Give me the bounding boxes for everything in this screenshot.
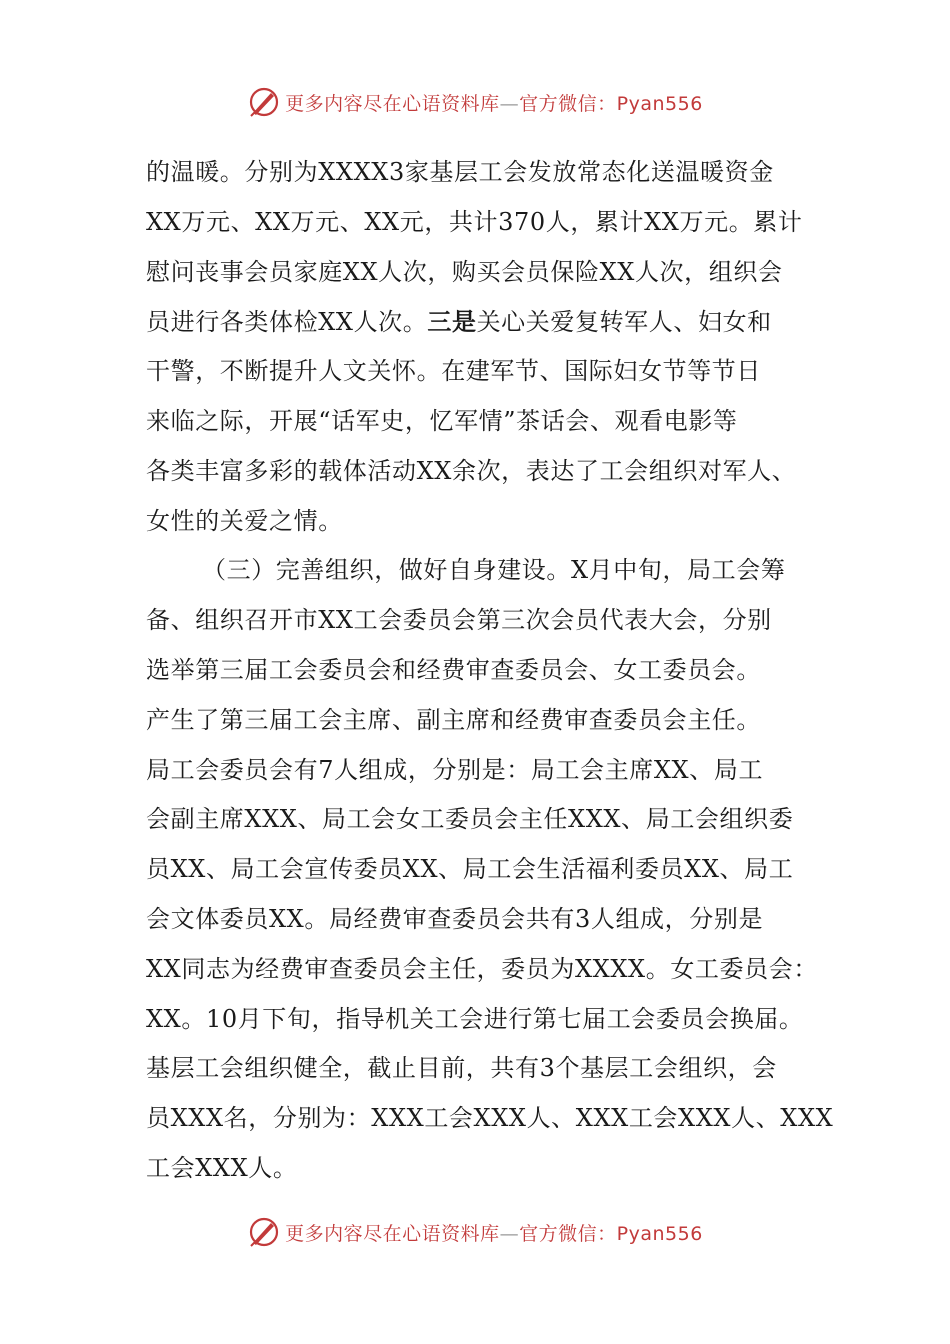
text-segment: 员进行各类体检XX人次。 xyxy=(146,308,428,337)
section-heading-line: （三）完善组织，做好自身建设。X月中旬，局工会筹 xyxy=(202,556,786,585)
text-line: 选举第三届工会委员会和经费审查委员会、女工委员会。 xyxy=(146,655,761,684)
text-line: 会副主席XXX、局工会女工委员会主任XXX、局工会组织委 xyxy=(146,805,794,834)
text-line: 会文体委员XX。局经费审查委员会共有3人组成，分别是 xyxy=(146,904,764,933)
header-banner-text xyxy=(285,89,703,116)
footer-banner-wechat: 官方微信：Pyan556 xyxy=(519,1222,703,1245)
header-banner-separator: — xyxy=(499,92,520,115)
text-line: 员XXX名，分别为：XXX工会XXX人、XXX工会XXX人、XXX xyxy=(146,1104,834,1133)
footer-banner-text xyxy=(285,1219,703,1246)
text-segment: 关心关爱复转军人、妇女和 xyxy=(476,308,772,337)
text-line: 产生了第三届工会主席、副主席和经费审查委员会主任。 xyxy=(146,705,761,734)
footer-banner xyxy=(0,1212,950,1252)
text-line: 来临之际，开展“话军史，忆军情”茶话会、观看电影等 xyxy=(146,406,738,435)
bold-keyword: 三是 xyxy=(427,307,477,337)
header-banner-title: 更多内容尽在心语资料库 xyxy=(285,92,500,115)
text-line: 备、组织召开市XX工会委员会第三次会员代表大会，分别 xyxy=(146,606,772,635)
text-line: 的温暖。分别为XXXX3家基层工会发放常态化送温暖资金 xyxy=(146,158,774,186)
text-line: 员XX、局工会宣传委员XX、局工会生活福利委员XX、局工 xyxy=(146,855,794,884)
header-banner xyxy=(0,82,950,122)
text-line: 干警，不断提升人文关怀。在建军节、国际妇女节等节日 xyxy=(146,357,761,386)
text-line: 慰问丧事会员家庭XX人次，购买会员保险XX人次，组织会 xyxy=(146,257,783,286)
footer-banner-title: 更多内容尽在心语资料库 xyxy=(285,1222,500,1245)
text-line: 女性的关爱之情。 xyxy=(146,506,343,535)
text-line: 基层工会组织健全，截止目前，共有3个基层工会组织，会 xyxy=(146,1054,777,1083)
pen-logo-icon xyxy=(247,85,281,119)
footer-banner-separator: — xyxy=(499,1222,520,1245)
text-line: XX万元、XX万元、XX元，共计370人，累计XX万元。累计 xyxy=(146,207,803,236)
text-line: XX同志为经费审查委员会主任，委员为XXXX。女工委员会： xyxy=(146,954,818,983)
document-body xyxy=(146,148,834,1194)
pen-logo-icon xyxy=(247,1215,281,1249)
header-banner-wechat: 官方微信：Pyan556 xyxy=(519,92,703,115)
text-line xyxy=(146,297,826,347)
text-line: 各类丰富多彩的载体活动XX余次，表达了工会组织对军人、 xyxy=(146,456,797,485)
text-line: XX。10月下旬，指导机关工会进行第七届工会委员会换届。 xyxy=(146,1004,804,1033)
text-line: 局工会委员会有7人组成，分别是：局工会主席XX、局工 xyxy=(146,755,764,784)
text-line: 工会XXX人。 xyxy=(146,1153,298,1182)
